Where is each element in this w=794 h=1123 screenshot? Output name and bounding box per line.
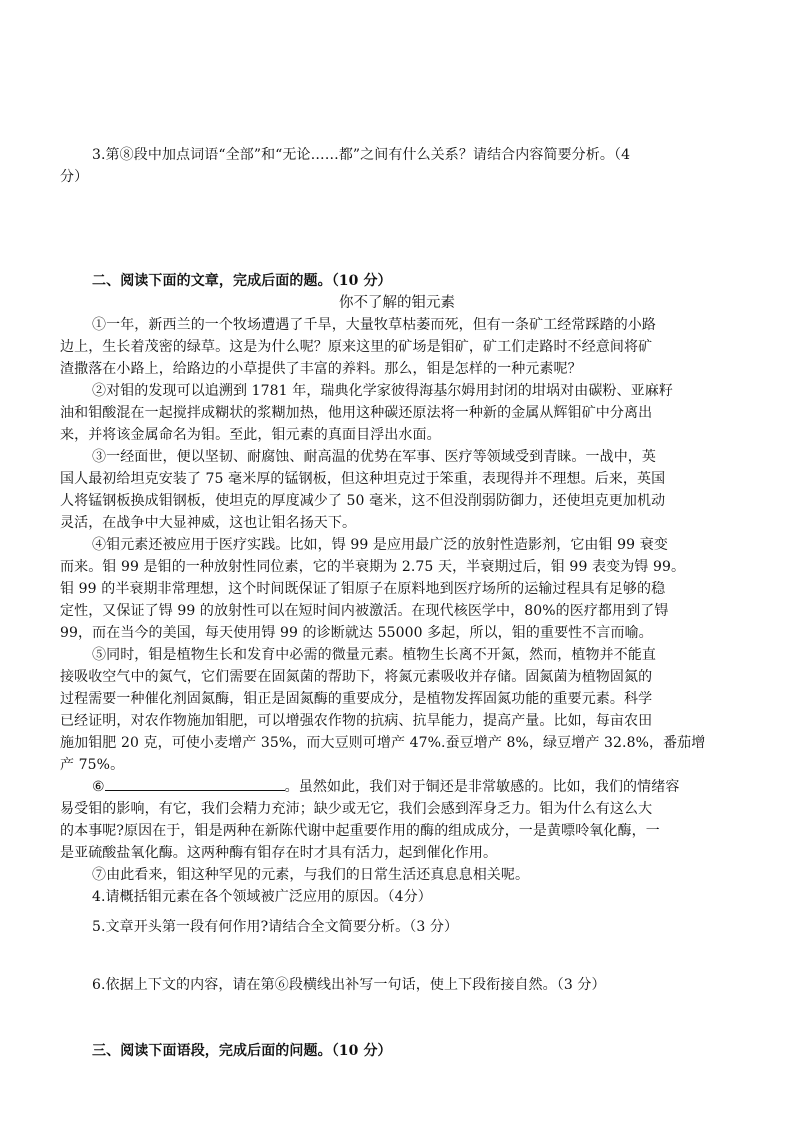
paragraph-7: ⑦由此看来，钼这种罕见的元素，与我们的日常生活还真息息相关呢。 [92,867,530,883]
paragraph-5-line: ⑤同时，钼是植物生长和发育中必需的微量元素。植物生长离不开氮，然而，植物并不能直 [92,647,656,663]
paragraph-3-line: ③一经面世，便以坚韧、耐腐蚀、耐高温的优势在军事、医疗等领域受到青睐。一战中，英 [92,449,656,465]
paragraph-5-line: 施加钼肥 20 克，可使小麦增产 35%，而大豆则可增产 47%.蚕豆增产 8%，绿豆增产 32.8%，番茄增 [60,735,706,751]
paragraph-5-line: 过程需要一种催化剂固氮酶，钼正是固氮酶的重要成分，是植物发挥固氮功能的重要元素。科学 [60,691,653,707]
paragraph-6-line: 的本事呢?原因在于，钼是两种在新陈代谢中起重要作用的酶的组成成分，一是黄嘌呤氧化酶，一 [60,823,660,839]
paragraph-1-line: 边上，生长着茂密的绿草。这是为什么呢？原来这里的矿场是钼矿，矿工们走路时不经意间将矿 [60,339,653,355]
paragraph-4-line: 而来。钼 99 是钼的一种放射性同位素，它的半衰期为 2.75 天，半衰期过后，钼 99 表变为锝 99。 [60,559,686,575]
paragraph-5-line: 已经证明，对农作物施加钼肥，可以增强农作物的抗病、抗旱能力，提高产量。比如，每亩农田 [60,713,653,729]
paragraph-3-line: 人将锰钢板换成钼钢板，使坦克的厚度减少了 50 毫米，这不但没削弱防御力，还使坦克更加机动 [60,493,666,509]
paragraph-4-line: 99，而在当今的美国，每天使用锝 99 的诊断就达 55000 多起，所以，钼的重要性不言而喻。 [60,625,653,641]
question-6: 6.依据上下文的内容，请在第⑥段横线出补写一句话，使上下段衔接自然。（3 分） [92,977,606,993]
paragraph-5-line: 接吸收空气中的氮气，它们需要在固氮菌的帮助下，将氮元素吸收并存储。固氮菌为植物固氮的 [60,669,653,685]
paragraph-6-number: ⑥ [92,779,105,795]
paragraph-4-line: 钼 99 的半衰期非常理想，这个时间既保证了钼原子在原料地到医疗场所的运输过程具有足够的稳 [60,581,666,597]
section-2-heading: 二、阅读下面的文章，完成后面的题。（10 分） [92,273,392,289]
article-title: 你不了解的钼元素 [339,295,455,311]
paragraph-3-line: 国人最初给坦克安装了 75 毫米厚的锰钢板，但这种坦克过于笨重，表现得并不理想。后来，英国 [60,471,666,487]
fill-in-blank[interactable] [105,776,285,791]
paragraph-2-line: 油和钼酸混在一起搅拌成糊状的浆糊加热，他用这种碳还原法将一种新的金属从辉钼矿中分离出 [60,405,653,421]
paragraph-1-line: 渣撒落在小路上，给路边的小草提供了丰富的养料。那么，钼是怎样的一种元素呢？ [60,361,582,377]
paragraph-6-line: 易受钼的影响，有它，我们会精力充沛；缺少或无它，我们会感到浑身乏力。钼为什么有这么大 [60,801,653,817]
question-3-line-1: 3.第⑧段中加点词语“全部”和“无论……都”之间有什么关系？请结合内容简要分析。（4 [92,147,631,163]
section-3-heading: 三、阅读下面语段，完成后面的问题。（10 分） [92,1043,392,1059]
paragraph-1-line: ①一年，新西兰的一个牧场遭遇了千旱，大量牧草枯萎而死，但有一条矿工经常踩踏的小路 [92,317,656,333]
paragraph-6-first-line [92,776,679,798]
paragraph-6-text: 。虽然如此，我们对于铜还是非常敏感的。比如，我们的情绪容 [284,779,680,795]
paragraph-5-line: 产 75%。 [60,757,125,773]
paragraph-4-line: ④钼元素还被应用于医疗实践。比如，锝 99 是应用最广泛的放射性造影剂，它由钼 99 衰变 [92,537,668,553]
paragraph-6-line: 是亚硫酸盐氧化酶。这两种酶有钼存在时才具有活力，起到催化作用。 [60,845,498,861]
paragraph-3-line: 灵活，在战争中大显神威，这也让钼名扬天下。 [60,515,357,531]
question-5: 5.文章开头第一段有何作用?请结合全文简要分析。（3 分） [92,919,459,935]
paragraph-4-line: 定性，又保证了锝 99 的放射性可以在短时间内被激活。在现代核医学中，80%的医疗都用到了锝 [60,603,669,619]
question-3-line-2: 分） [60,169,89,185]
question-4: 4.请概括钼元素在各个领域被广泛应用的原因。（4分） [92,889,432,905]
paragraph-2-line: ②对钼的发现可以追溯到 1781 年，瑞典化学家彼得海基尔姆用封闭的坩埚对由碳粉、亚麻籽 [92,383,673,399]
paragraph-2-line: 来，并将该金属命名为钼。至此，钼元素的真面目浮出水面。 [60,427,441,443]
